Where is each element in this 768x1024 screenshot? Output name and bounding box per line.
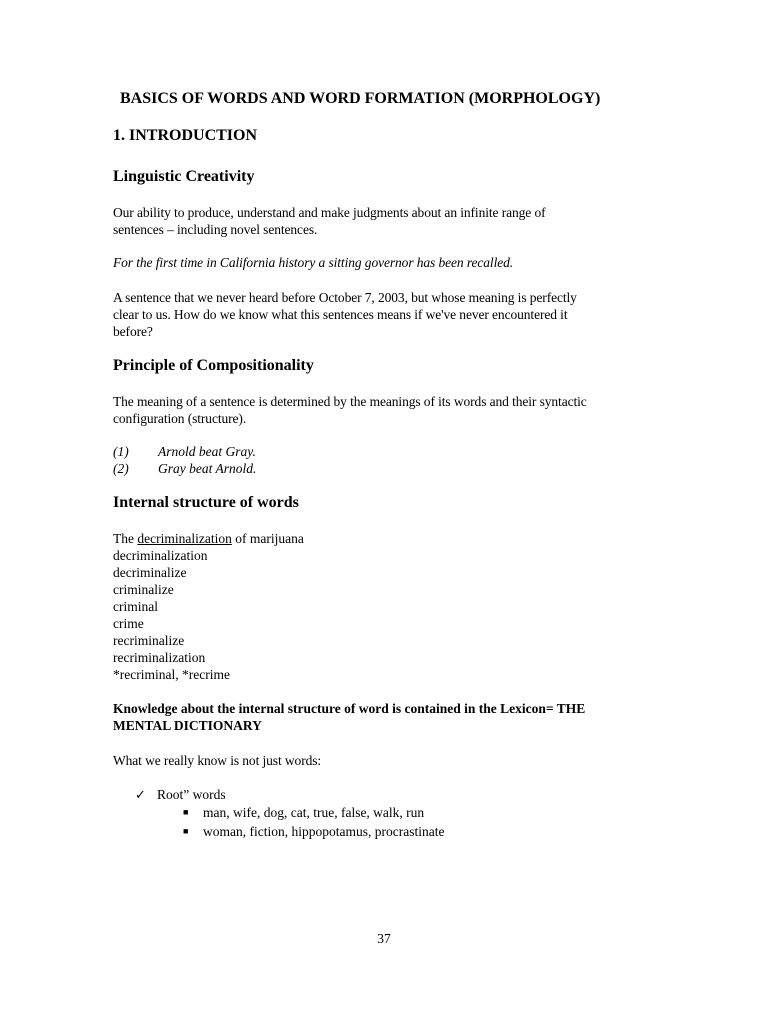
section-heading-introduction: 1. INTRODUCTION xyxy=(113,127,258,144)
sublist-text: man, wife, dog, cat, true, false, walk, run xyxy=(203,805,425,820)
text-line: sentences – including novel sentences. xyxy=(113,222,318,237)
checklist-item xyxy=(135,786,226,804)
text-line: Knowledge about the internal structure of word is contained in the Lexicon= THE xyxy=(113,701,586,716)
text-line: configuration (structure). xyxy=(113,411,247,426)
paragraph-compositionality xyxy=(113,393,673,427)
sublist-text: woman, fiction, hippopotamus, procrastinate xyxy=(203,824,445,839)
text-line: A sentence that we never heard before October 7, 2003, but whose meaning is perfectly xyxy=(113,290,577,305)
list-item: criminalize xyxy=(113,582,174,597)
page-number: 37 xyxy=(377,931,391,946)
word-list xyxy=(113,530,304,683)
paragraph-novel-sentence xyxy=(113,289,673,340)
list-item: crime xyxy=(113,616,144,631)
heading-linguistic-creativity: Linguistic Creativity xyxy=(113,168,255,185)
text-suffix: of marijuana xyxy=(231,531,304,546)
list-item: recriminalize xyxy=(113,633,185,648)
text-line: before? xyxy=(113,324,153,339)
example-text: Arnold beat Gray. xyxy=(158,444,256,459)
paragraph-what-we-know: What we really know is not just words: xyxy=(113,753,322,768)
checklist-label: Root” words xyxy=(157,787,226,802)
heading-compositionality: Principle of Compositionality xyxy=(113,357,314,374)
bullet-icon: ■ xyxy=(183,807,189,817)
text-line: The meaning of a sentence is determined by the meanings of its words and their syntactic xyxy=(113,394,587,409)
text-line: clear to us. How do we know what this sentences means if we've never encountered it xyxy=(113,307,568,322)
heading-internal-structure: Internal structure of words xyxy=(113,494,299,511)
underlined-word: decriminalization xyxy=(137,531,232,546)
list-item: recriminalization xyxy=(113,650,206,665)
list-item: *recriminal, *recrime xyxy=(113,667,230,682)
list-item: decriminalization xyxy=(113,548,208,563)
example-sentence: For the first time in California history a sitting governor has been recalled. xyxy=(113,255,514,270)
list-item xyxy=(113,530,304,547)
text-prefix: The xyxy=(113,531,138,546)
list-item: decriminalize xyxy=(113,565,187,580)
example-number: (2) xyxy=(113,461,129,476)
bullet-icon: ■ xyxy=(183,826,189,836)
sublist-item xyxy=(183,804,424,821)
document-title: BASICS OF WORDS AND WORD FORMATION (MORPHOLOGY) xyxy=(120,90,601,107)
text-line: Our ability to produce, understand and make judgments about an infinite range of xyxy=(113,205,546,220)
paragraph-creativity-definition xyxy=(113,204,673,238)
sublist-item xyxy=(183,823,444,840)
example-number: (1) xyxy=(113,444,129,459)
list-item: criminal xyxy=(113,599,158,614)
example-item xyxy=(113,460,256,477)
checkmark-icon: ✓ xyxy=(135,788,146,803)
example-text: Gray beat Arnold. xyxy=(158,461,257,476)
example-item xyxy=(113,443,256,460)
text-line: MENTAL DICTIONARY xyxy=(113,718,262,733)
paragraph-lexicon xyxy=(113,700,673,734)
